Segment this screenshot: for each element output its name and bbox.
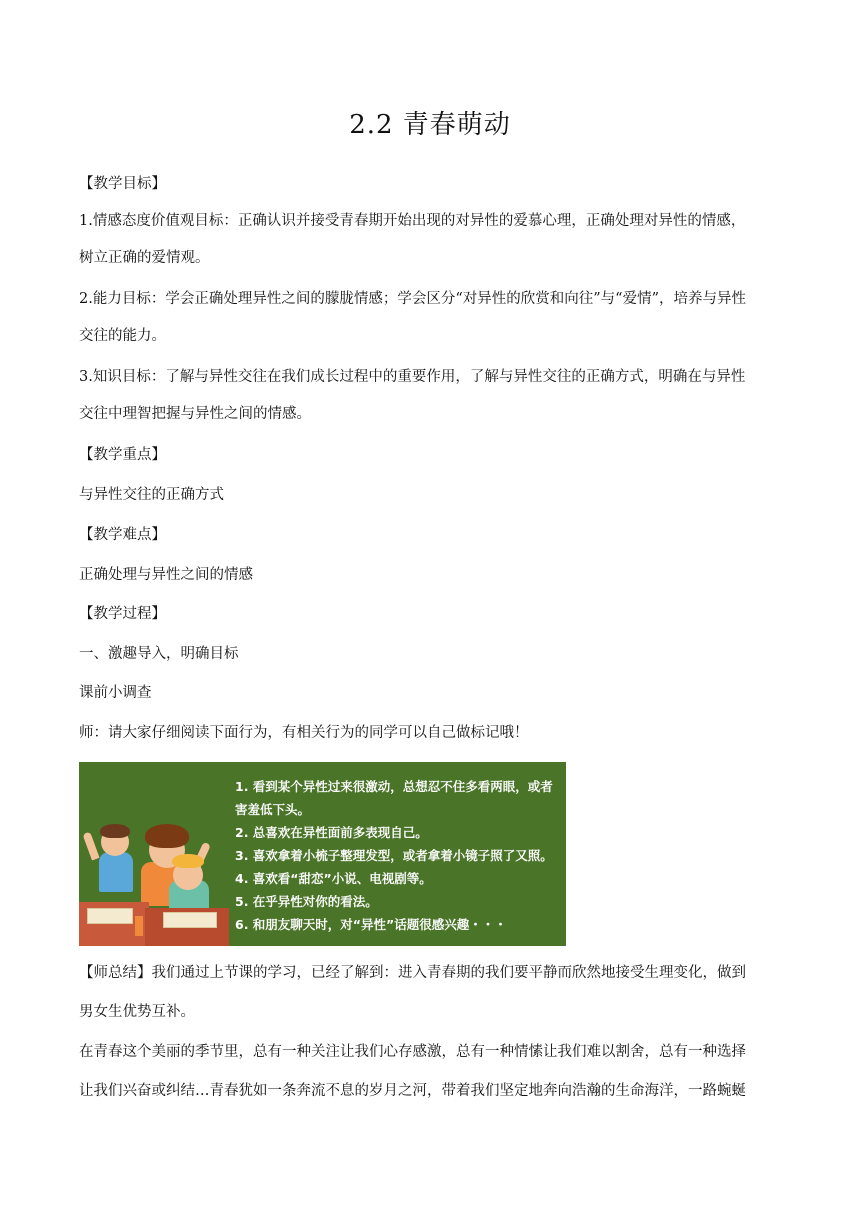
goals-heading: 【教学目标】 <box>79 176 166 192</box>
page-title: 2.2 青春萌动 <box>349 110 511 140</box>
key-heading: 【教学重点】 <box>79 447 166 463</box>
goal2-line1: 2.能力目标：学会正确处理异性之间的朦胧情感；学会区分“对异性的欣赏和向往”与“爱情”，培养与异性 <box>79 291 746 307</box>
step1-heading: 一、激趣导入，明确目标 <box>79 646 239 662</box>
behavior-item: 6. 和朋友聊天时，对“异性”话题很感兴趣・・・ <box>235 917 507 932</box>
process-heading: 【教学过程】 <box>79 606 166 622</box>
summary-line2: 男女生优势互补。 <box>79 1004 195 1020</box>
behavior-item: 1. 看到某个异性过来很激动，总想忍不住多看两眼，或者害羞低下头。 <box>235 779 553 817</box>
difficulty-text: 正确处理与异性之间的情感 <box>79 567 253 583</box>
paragraph-line2: 让我们兴奋或纠结…青春犹如一条奔流不息的岁月之河，带着我们坚定地奔向浩瀚的生命海洋，一路蜿蜒 <box>79 1083 746 1099</box>
goal3-line1: 3.知识目标：了解与异性交往在我们成长过程中的重要作用，了解与异性交往的正确方式，明确在与异性 <box>79 369 746 385</box>
survey-behavior-list <box>235 775 560 936</box>
difficulty-heading: 【教学难点】 <box>79 527 166 543</box>
paragraph-line1: 在青春这个美丽的季节里，总有一种关注让我们心存感激，总有一种情愫让我们难以割舍，总有一种选择 <box>79 1044 746 1060</box>
behavior-item: 2. 总喜欢在异性面前多表现自己。 <box>235 825 428 840</box>
goal1-line1: 1.情感态度价值观目标：正确认识并接受青春期开始出现的对异性的爱慕心理，正确处理对异性的情感， <box>79 213 746 229</box>
survey-label: 课前小调查 <box>79 685 152 701</box>
behavior-item: 3. 喜欢拿着小梳子整理发型，或者拿着小镜子照了又照。 <box>235 848 553 863</box>
goal3-line2: 交往中理智把握与异性之间的情感。 <box>79 406 311 422</box>
key-text: 与异性交往的正确方式 <box>79 487 224 503</box>
behavior-item: 4. 喜欢看“甜恋”小说、电视剧等。 <box>235 871 432 886</box>
goal2-line2: 交往的能力。 <box>79 328 166 344</box>
summary-line1: 【师总结】我们通过上节课的学习，已经了解到：进入青春期的我们要平静而欣然地接受生理变化，做到 <box>79 965 746 981</box>
teacher-prompt: 师：请大家仔细阅读下面行为，有相关行为的同学可以自己做标记哦！ <box>79 725 529 741</box>
survey-banner-image <box>79 762 566 946</box>
goal1-line2: 树立正确的爱情观。 <box>79 250 210 266</box>
behavior-item: 5. 在乎异性对你的看法。 <box>235 894 378 909</box>
